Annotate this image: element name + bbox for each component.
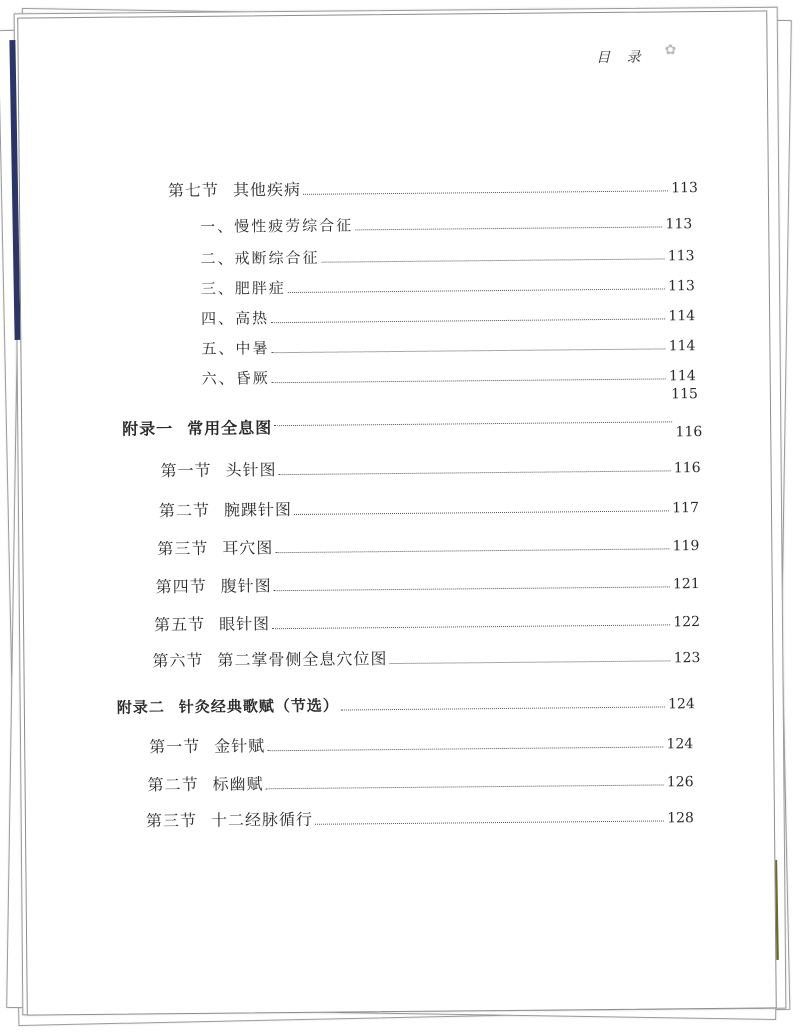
page-number: 126 [666, 774, 694, 791]
leader-dots [274, 421, 672, 426]
leader-dots [275, 548, 669, 553]
page-number: 113 [671, 180, 698, 197]
toc-entry[interactable]: 第二节 标幽赋 126 [147, 774, 694, 795]
toc-entry[interactable]: 二、戒断综合征 113 [200, 248, 695, 268]
toc-page [17, 10, 777, 1015]
page-number: 114 [668, 308, 696, 325]
page-number: 113 [668, 278, 695, 295]
page-header: 目 录 [596, 49, 647, 67]
page-number: 122 [673, 614, 701, 631]
page-number: 123 [673, 650, 701, 667]
page-number: 116 [673, 460, 701, 477]
toc-entry[interactable]: 第五节 眼针图 122 [153, 614, 701, 635]
toc-entry[interactable]: 第三节 十二经脉循行 128 [145, 809, 695, 831]
page-number: 117 [672, 500, 700, 517]
page-number: 114 [668, 338, 696, 355]
toc-entry[interactable]: 第七节 其他疾病 113 [167, 179, 698, 201]
toc-entry[interactable]: 第一节 金针赋 124 [149, 736, 694, 757]
page-number: 119 [672, 538, 700, 555]
leader-dots [355, 226, 662, 230]
leader-dots [274, 586, 670, 591]
leader-dots [389, 660, 670, 664]
page-number: 124 [668, 696, 695, 713]
toc-entry[interactable]: 第三节 耳穴图 119 [157, 538, 700, 559]
page-number: 116 [675, 424, 703, 441]
page-number: 114 [668, 368, 696, 385]
page-number: 124 [666, 736, 694, 753]
ornament-icon: ✿ [664, 42, 677, 59]
page-number: 128 [667, 810, 695, 827]
leader-dots [271, 318, 665, 323]
leader-dots [303, 190, 668, 195]
toc-entry[interactable]: 一、慢性疲劳综合征 113 [200, 216, 693, 236]
leader-dots [271, 348, 665, 353]
leader-dots [266, 784, 664, 789]
leader-dots [288, 288, 665, 293]
toc-entry[interactable]: 第四节 腹针图 121 [155, 576, 700, 597]
toc-entry[interactable]: 第一节 头针图 116 [160, 460, 701, 481]
page-number: 113 [665, 216, 693, 233]
page-number: 121 [672, 576, 700, 593]
toc-appendix[interactable]: 附录一 常用全息图 116 [122, 418, 703, 441]
toc-entry[interactable]: 第二节 腕踝针图 117 [158, 500, 700, 521]
leader-dots [341, 706, 665, 710]
leader-dots [267, 746, 663, 751]
page-number: 115 [671, 386, 698, 403]
leader-dots [294, 510, 669, 515]
leader-dots [279, 470, 671, 475]
toc-entry[interactable]: 五、中暑 114 [201, 338, 696, 358]
toc-entry[interactable]: 四、高热 114 [201, 308, 696, 328]
leader-dots [315, 820, 664, 824]
leader-dots [322, 258, 665, 262]
toc-entry[interactable]: 第六节 第二掌骨侧全息穴位图 123 [152, 649, 701, 671]
page-number: 113 [667, 248, 695, 265]
leader-dots [272, 624, 670, 629]
toc-appendix[interactable]: 附录二 针灸经典歌赋（节选） 124 [116, 696, 695, 717]
toc-entry[interactable]: 六、昏厥 114 [201, 368, 696, 388]
toc-entry[interactable]: 三、肥胖症 113 [200, 278, 695, 298]
